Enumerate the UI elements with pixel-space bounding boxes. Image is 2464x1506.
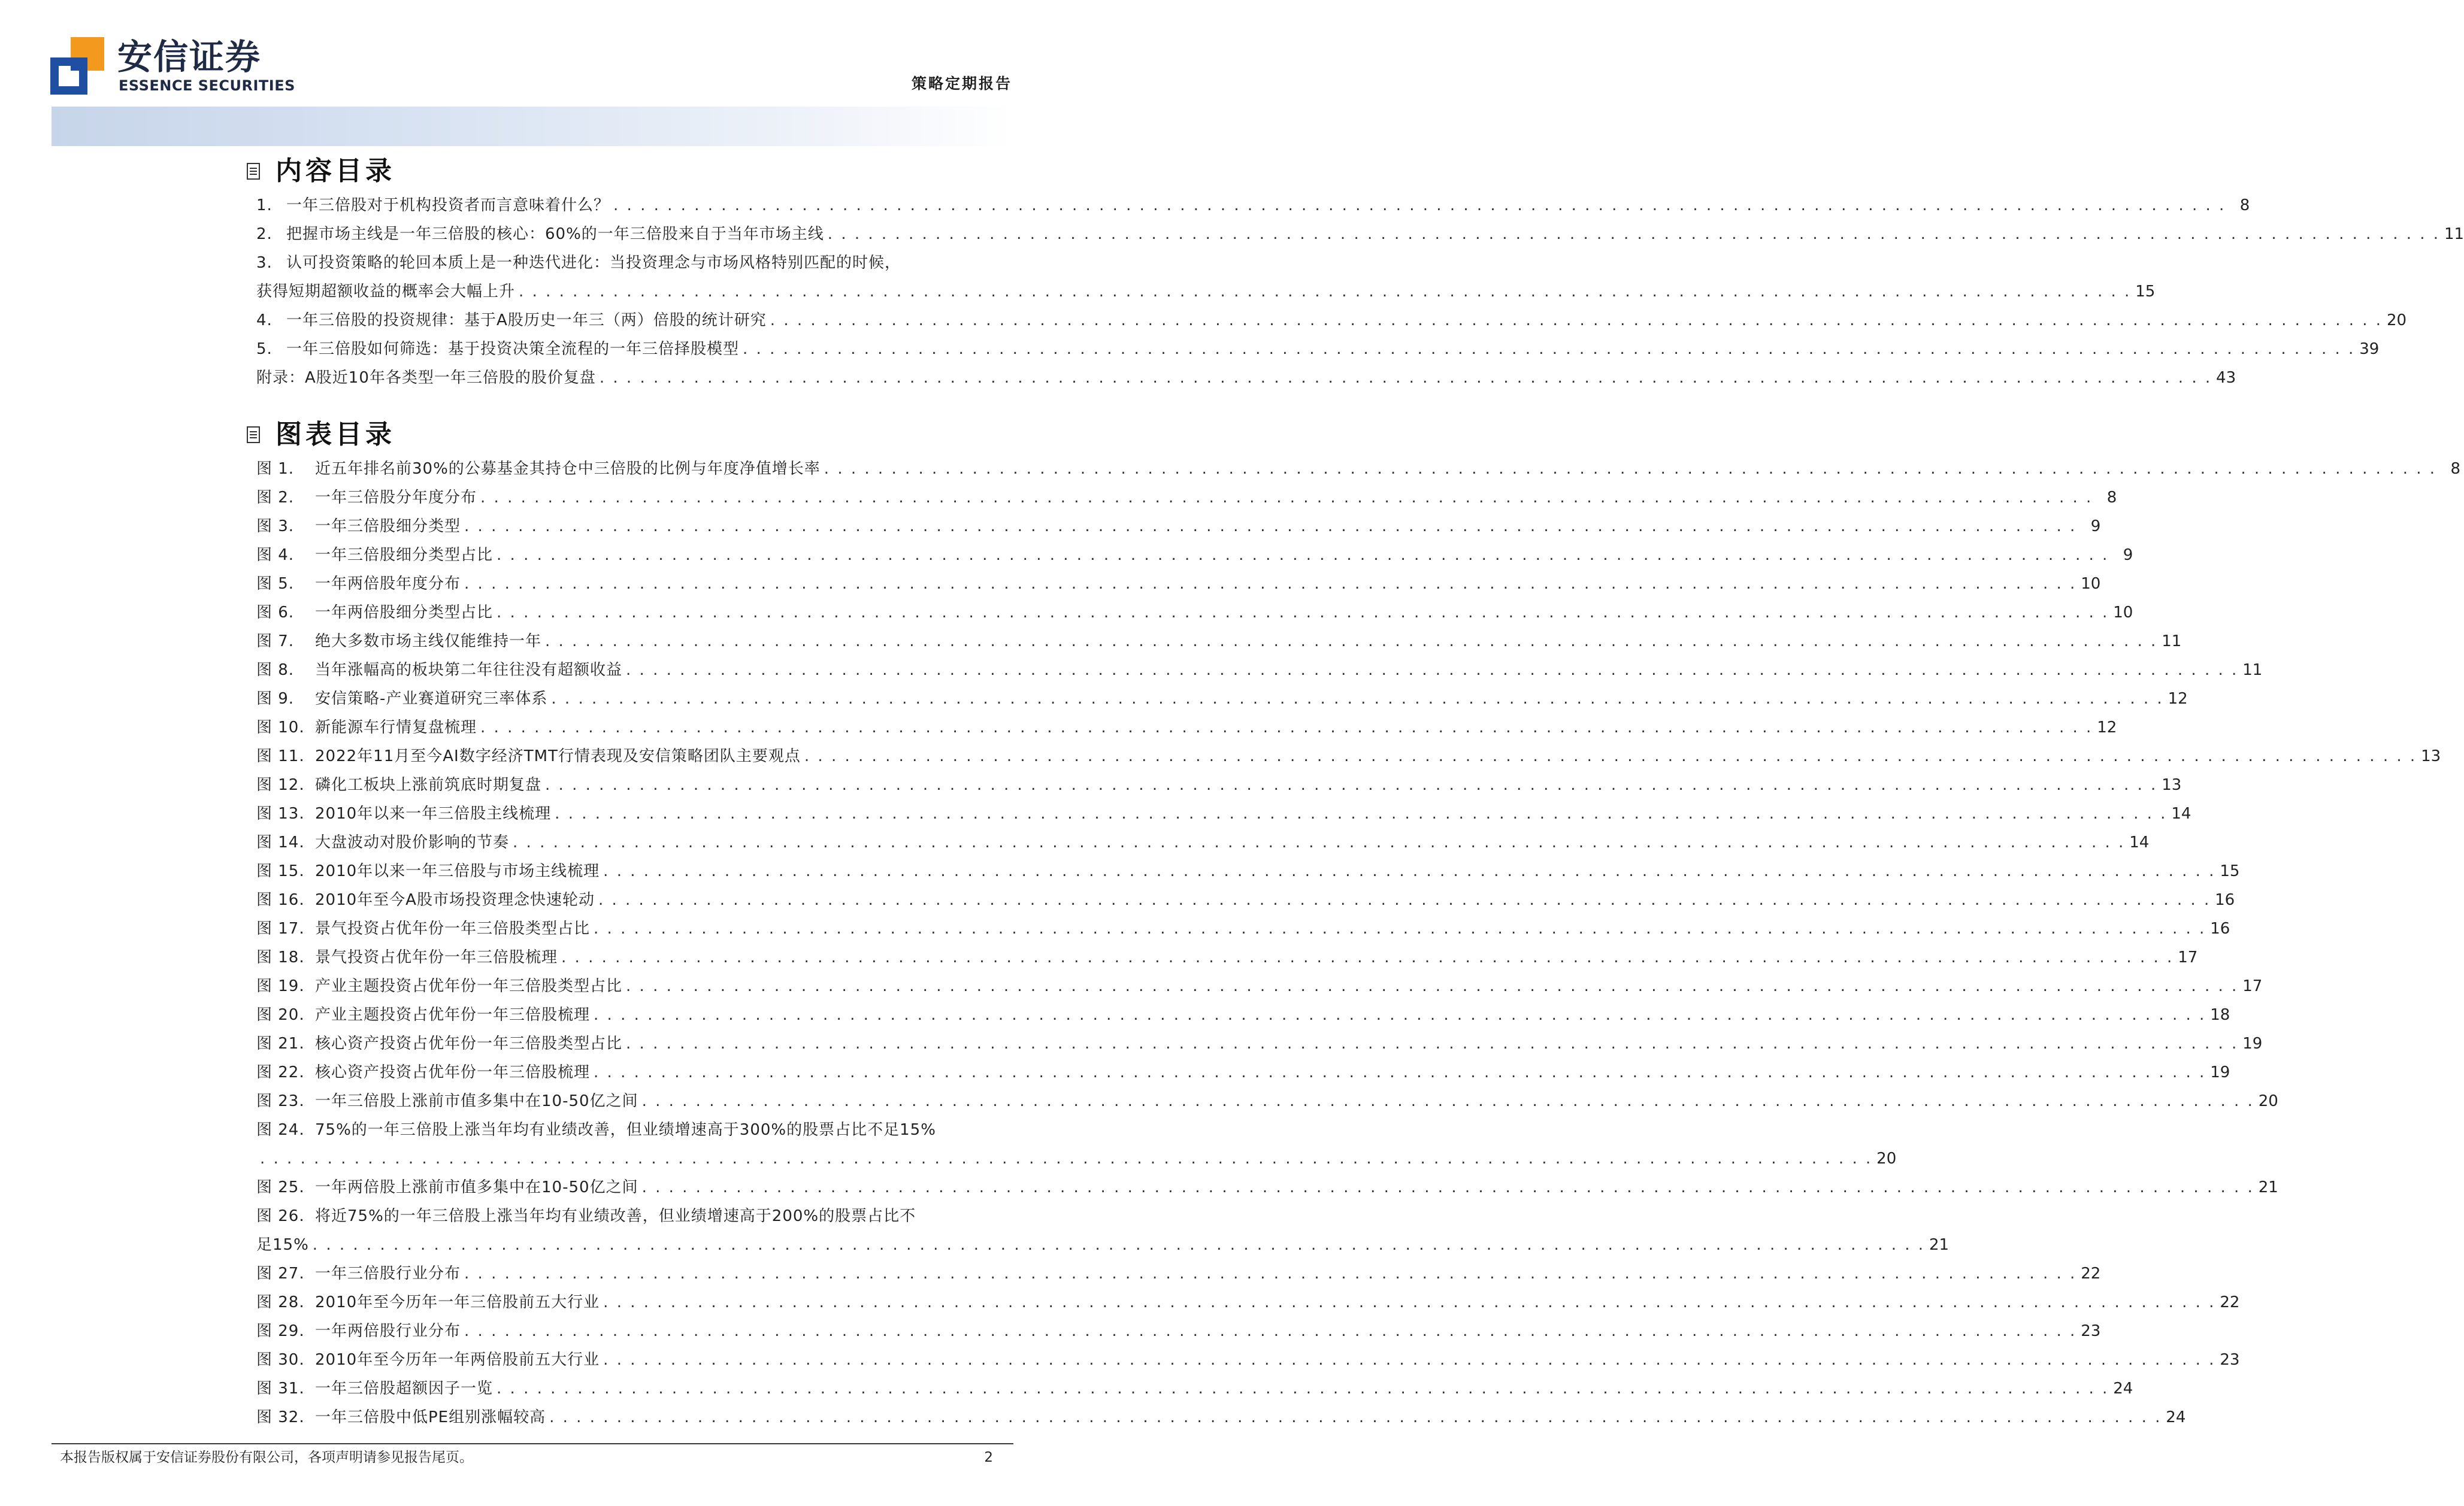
toc-leader-dots: . . . . . . . . . . . . . . . . . . . . . . . . . . . . . . . . . . . . . . . . . . . . . . . . . . . . . . . . . . . . . . . . . . . . . . . . . . . . . . . . . . . . . . . . . . . . . . . . . . . . . . . . . . . . . . . . . . . . . . . . [545,632,2158,650]
toc-entry[interactable] [256,623,2182,652]
toc-entry-text: 附录：A股近10年各类型一年三倍股的股价复盘 [256,369,596,387]
toc-entry-page: 11 [2242,661,2263,679]
toc-entry-page: 43 [2216,369,2236,387]
toc-entry-text: 一年两倍股上涨前市值多集中在10-50亿之间 [315,1178,638,1196]
toc-leader-dots: . . . . . . . . . . . . . . . . . . . . . . . . . . . . . . . . . . . . . . . . . . . . . . . . . . . . . . . . . . . . . . . . . . . . . . . . . . . . . . . . . . . . . . . . . . . . . . . . . . . . . . . . . . . . . . . . . . . . . . . . [594,1063,2206,1081]
toc-entry-page: 8 [2106,489,2117,507]
toc-entry-page: 23 [2081,1322,2101,1340]
toc-leader-dots: . . . . . . . . . . . . . . . . . . . . . . . . . . . . . . . . . . . . . . . . . . . . . . . . . . . . . . . . . . . . . . . . . . . . . . . . . . . . . . . . . . . . . . . . . . . . . . . . . . . . . . . . . . . . . . . . . . . . . . . . [464,1265,2077,1283]
toc-entry[interactable] [256,1169,2278,1198]
toc-entry-number: 图 19. [256,977,305,995]
toc-entry-number: 图 13. [256,805,305,823]
toc-entry-number: 图 18. [256,949,305,966]
toc-entry-number: 图 5. [256,575,295,593]
toc-entry-number: 图 17. [256,920,305,938]
contents-title [247,153,395,189]
toc-entry-number: 图 28. [256,1293,305,1311]
toc-entry-text: 2010年以来一年三倍股与市场主线梳理 [315,862,600,880]
toc-leader-dots: . . . . . . . . . . . . . . . . . . . . . . . . . . . . . . . . . . . . . . . . . . . . . . . . . . . . . . . . . . . . . . . . . . . . . . . . . . . . . . . . . . . . . . . . . . . . . . . . . . . . . . . . . . . . . . . . . . . . . . . . [312,1236,1926,1254]
toc-entry[interactable] [256,738,2441,766]
toc-entry-text: 产业主题投资占优年份一年三倍股类型占比 [315,977,623,995]
toc-entry-text: 一年三倍股对于机构投资者而言意味着什么？ [286,196,610,214]
toc-entry-text: 将近75%的一年三倍股上涨当年均有业绩改善，但业绩增速高于200%的股票占比不 [315,1207,916,1225]
toc-entry[interactable] [256,1111,1897,1169]
toc-entry-number: 图 1. [256,460,295,478]
toc-leader-dots: . . . . . . . . . . . . . . . . . . . . . . . . . . . . . . . . . . . . . . . . . . . . . . . . . . . . . . . . . . . . . . . . . . . . . . . . . . . . . . . . . . . . . . . . . . . . . . . . . . . . . . . . . . . . . . . . . . . . . . . . [480,719,2093,737]
toc-entry-page: 13 [2421,747,2441,765]
toc-entry-number: 图 2. [256,489,295,507]
toc-leader-dots: . . . . . . . . . . . . . . . . . . . . . . . . . . . . . . . . . . . . . . . . . . . . . . . . . . . . . . . . . . . . . . . . . . . . . . . . . . . . . . . . . . . . . . . . . . . . . . . . . . . . . . . . . . . . . . . . . . . . . . . . [599,369,2212,387]
toc-entry-number: 图 21. [256,1035,305,1053]
toc-entry-page: 20 [2258,1092,2278,1110]
toc-leader-dots: . . . . . . . . . . . . . . . . . . . . . . . . . . . . . . . . . . . . . . . . . . . . . . . . . . . . . . . . . . . . . . . . . . . . . . . . . . . . . . . . . . . . . . . . . . . . . . . . . . . . . . . . . . . . . . . . . . . . . . . . [603,1293,2216,1311]
toc-entry-text: 一年三倍股如何筛选：基于投资决策全流程的一年三倍择股模型 [286,340,740,358]
toc-entry-number: 图 4. [256,546,295,564]
toc-entry-text: 近五年排名前30%的公募基金其持仓中三倍股的比例与年度净值增长率 [315,460,821,478]
toc-entry[interactable] [256,331,2380,359]
toc-entry[interactable] [256,1025,2263,1054]
toc-leader-dots: . . . . . . . . . . . . . . . . . . . . . . . . . . . . . . . . . . . . . . . . . . . . . . . . . . . . . . . . . . . . . . . . . . . . . . . . . . . . . . . . . . . . . . . . . . . . . . . . . . . . . . . . . . . . . . . . . . . . . . . . [513,834,2126,852]
toc-leader-dots: . . . . . . . . . . . . . . . . . . . . . . . . . . . . . . . . . . . . . . . . . . . . . . . . . . . . . . . . . . . . . . . . . . . . . . . . . . . . . . . . . . . . . . . . . . . . . . . . . . . . . . . . . . . . . . . . . . . . . . . . [545,776,2158,794]
toc-leader-dots: . . . . . . . . . . . . . . . . . . . . . . . . . . . . . . . . . . . . . . . . . . . . . . . . . . . . . . . . . . . . . . . . . . . . . . . . . . . . . . . . . . . . . . . . . . . . . . . . . . . . . . . . . . . . . . . . . . . . . . . . [561,949,2174,966]
toc-entry-text: 一年三倍股上涨前市值多集中在10-50亿之间 [315,1092,638,1110]
toc-entry-page: 17 [2178,949,2198,966]
toc-entry[interactable] [256,652,2263,680]
toc-entry[interactable] [256,537,2133,565]
contents-title-text: 内容目录 [276,156,395,186]
toc-leader-dots: . . . . . . . . . . . . . . . . . . . . . . . . . . . . . . . . . . . . . . . . . . . . . . . . . . . . . . . . . . . . . . . . . . . . . . . . . . . . . . . . . . . . . . . . . . . . . . . . . . . . . . . . . . . . . . . . . . . . . . . . [626,1035,2239,1053]
toc-entry-page: 11 [2444,225,2464,243]
toc-entry-page: 24 [2113,1380,2133,1398]
toc-entry-text: 一年三倍股超额因子一览 [315,1380,494,1398]
essence-logo-icon [50,37,104,95]
toc-entry-text: 一年两倍股年度分布 [315,575,461,593]
toc-leader-dots: . . . . . . . . . . . . . . . . . . . . . . . . . . . . . . . . . . . . . . . . . . . . . . . . . . . . . . . . . . . . . . . . . . . . . . . . . . . . . . . . . . . . . . . . . . . . . . . . . . . . . . . . . . . . . . . . . . . . . . . . [827,225,2441,243]
toc-leader-dots: . . . . . . . . . . . . . . . . . . . . . . . . . . . . . . . . . . . . . . . . . . . . . . . . . . . . . . . . . . . . . . . . . . . . . . . . . . . . . . . . . . . . . . . . . . . . . . . . . . . . . . . . . . . . . . . . . . . . . . . . [519,283,2132,301]
toc-entry-page: 11 [2162,632,2182,650]
toc-entry-text: 核心资产投资占优年份一年三倍股类型占比 [315,1035,623,1053]
document-icon [247,163,260,180]
toc-leader-dots: . . . . . . . . . . . . . . . . . . . . . . . . . . . . . . . . . . . . . . . . . . . . . . . . . . . . . . . . . . . . . . . . . . . . . . . . . . . . . . . . . . . . . . . . . . . . . . . . . . . . . . . . . . . . . . . . . . . . . . . . [743,340,2356,358]
toc-entry-text: 一年三倍股中低PE组别涨幅较高 [315,1408,546,1426]
toc-entry-text: 一年三倍股行业分布 [315,1265,461,1283]
toc-entry-text: 核心资产投资占优年份一年三倍股梳理 [315,1063,591,1081]
toc-leader-dots: . . . . . . . . . . . . . . . . . . . . . . . . . . . . . . . . . . . . . . . . . . . . . . . . . . . . . . . . . . . . . . . . . . . . . . . . . . . . . . . . . . . . . . . . . . . . . . . . . . . . . . . . . . . . . . . . . . . . . . . . [824,460,2437,478]
toc-entry-page: 10 [2113,604,2133,622]
toc-leader-dots: . . . . . . . . . . . . . . . . . . . . . . . . . . . . . . . . . . . . . . . . . . . . . . . . . . . . . . . . . . . . . . . . . . . . . . . . . . . . . . . . . . . . . . . . . . . . . . . . . . . . . . . . . . . . . . . . . . . . . . . . [626,977,2239,995]
toc-entry[interactable] [256,1083,2278,1111]
toc-entry-text: 一年两倍股细分类型占比 [315,604,494,622]
toc-leader-dots: . . . . . . . . . . . . . . . . . . . . . . . . . . . . . . . . . . . . . . . . . . . . . . . . . . . . . . . . . . . . . . . . . . . . . . . . . . . . . . . . . . . . . . . . . . . . . . . . . . . . . . . . . . . . . . . . . . . . . . . . [603,1351,2216,1369]
toc-entry-page: 14 [2129,834,2150,852]
toc-entry-page: 19 [2210,1063,2230,1081]
toc-leader-dots: . . . . . . . . . . . . . . . . . . . . . . . . . . . . . . . . . . . . . . . . . . . . . . . . . . . . . . . . . . . . . . . . . . . . . . . . . . . . . . . . . . . . . . . . . . . . . . . . . . . . . . . . . . . . . . . . . . . . . . . . [641,1178,2254,1196]
toc-entry-number: 图 11. [256,747,305,765]
toc-leader-dots: . . . . . . . . . . . . . . . . . . . . . . . . . . . . . . . . . . . . . . . . . . . . . . . . . . . . . . . . . . . . . . . . . . . . . . . . . . . . . . . . . . . . . . . . . . . . . . . . . . . . . . . . . . . . . . . . . . . . . . . . [497,1380,2109,1398]
toc-entry[interactable] [256,216,2464,244]
toc-entry-page: 12 [2168,690,2188,708]
toc-entry-page: 12 [2097,719,2117,737]
toc-entry[interactable] [256,1054,2230,1083]
toc-entry-number: 图 8. [256,661,295,679]
toc-entry-number: 图 30. [256,1351,305,1369]
toc-entry-text: 一年两倍股行业分布 [315,1322,461,1340]
toc-leader-dots: . . . . . . . . . . . . . . . . . . . . . . . . . . . . . . . . . . . . . . . . . . . . . . . . . . . . . . . . . . . . . . . . . . . . . . . . . . . . . . . . . . . . . . . . . . . . . . . . . . . . . . . . . . . . . . . . . . . . . . . . [603,862,2216,880]
toc-entry-number: 1. [256,196,273,214]
toc-entry[interactable] [256,968,2263,996]
toc-entry-page: 21 [1929,1236,1950,1254]
figures-title-text: 图表目录 [276,419,395,450]
toc-entry[interactable] [256,565,2101,594]
toc-entry-text: 磷化工板块上涨前筑底时期复盘 [315,776,542,794]
toc-entry-page: 9 [2090,517,2101,535]
toc-entry-page: 13 [2162,776,2182,794]
toc-leader-dots: . . . . . . . . . . . . . . . . . . . . . . . . . . . . . . . . . . . . . . . . . . . . . . . . . . . . . . . . . . . . . . . . . . . . . . . . . . . . . . . . . . . . . . . . . . . . . . . . . . . . . . . . . . . . . . . . . . . . . . . . [594,920,2206,938]
toc-entry-page: 14 [2171,805,2191,823]
toc-entry-number: 图 22. [256,1063,305,1081]
toc-entry[interactable] [256,302,2407,331]
toc-entry-number: 图 16. [256,891,305,909]
report-type-label: 策略定期报告 [911,75,1012,92]
toc-entry-page: 19 [2242,1035,2263,1053]
toc-entry[interactable] [256,1341,2240,1370]
toc-leader-dots: . . . . . . . . . . . . . . . . . . . . . . . . . . . . . . . . . . . . . . . . . . . . . . . . . . . . . . . . . . . . . . . . . . . . . . . . . . . . . . . . . . . . . . . . . . . . . . . . . . . . . . . . . . . . . . . . . . . . . . . . [551,690,2164,708]
toc-entry[interactable] [256,508,2101,537]
toc-entry[interactable] [256,244,2156,302]
toc-entry-text: 景气投资占优年份一年三倍股类型占比 [315,920,591,938]
toc-entry-number: 图 27. [256,1265,305,1283]
toc-entry-page: 9 [2123,546,2133,564]
toc-entry-text: 安信策略-产业赛道研究三率体系 [315,690,548,708]
footer-divider [52,1443,1013,1444]
toc-entry[interactable] [256,795,2191,824]
toc-entry-number: 图 15. [256,862,305,880]
toc-entry[interactable] [256,359,2236,388]
toc-leader-dots: . . . . . . . . . . . . . . . . . . . . . . . . . . . . . . . . . . . . . . . . . . . . . . . . . . . . . . . . . . . . . . . . . . . . . . . . . . . . . . . . . . . . . . . . . . . . . . . . . . . . . . . . . . . . . . . . . . . . . . . . [497,604,2109,622]
footer-page-number: 2 [984,1450,993,1465]
toc-entry-number: 3. [256,254,273,272]
toc-entry-number: 图 14. [256,834,305,852]
toc-entry[interactable] [256,1399,2186,1428]
toc-entry-page: 15 [2220,862,2240,880]
toc-entry-text: 绝大多数市场主线仅能维持一年 [315,632,542,650]
toc-leader-dots: . . . . . . . . . . . . . . . . . . . . . . . . . . . . . . . . . . . . . . . . . . . . . . . . . . . . . . . . . . . . . . . . . . . . . . . . . . . . . . . . . . . . . . . . . . . . . . . . . . . . . . . . . . . . . . . . . . . . . . . . [260,1150,1873,1168]
toc-entry[interactable] [256,709,2117,738]
toc-leader-dots: . . . . . . . . . . . . . . . . . . . . . . . . . . . . . . . . . . . . . . . . . . . . . . . . . . . . . . . . . . . . . . . . . . . . . . . . . . . . . . . . . . . . . . . . . . . . . . . . . . . . . . . . . . . . . . . . . . . . . . . . [804,747,2417,765]
footer-disclaimer: 本报告版权属于安信证券股份有限公司，各项声明请参见报告尾页。 [60,1450,473,1465]
toc-entry-text: 2010年至今历年一年两倍股前五大行业 [315,1351,600,1369]
toc-entry-text: 产业主题投资占优年份一年三倍股梳理 [315,1006,591,1024]
logo-english-name: ESSENCE SECURITIES [119,77,295,94]
toc-entry-page: 24 [2166,1408,2186,1426]
toc-entry-number: 图 31. [256,1380,305,1398]
toc-entry-text: 2010年至今历年一年三倍股前五大行业 [315,1293,600,1311]
toc-entry-number: 图 20. [256,1006,305,1024]
toc-leader-dots: . . . . . . . . . . . . . . . . . . . . . . . . . . . . . . . . . . . . . . . . . . . . . . . . . . . . . . . . . . . . . . . . . . . . . . . . . . . . . . . . . . . . . . . . . . . . . . . . . . . . . . . . . . . . . . . . . . . . . . . . [598,891,2211,909]
toc-leader-dots: . . . . . . . . . . . . . . . . . . . . . . . . . . . . . . . . . . . . . . . . . . . . . . . . . . . . . . . . . . . . . . . . . . . . . . . . . . . . . . . . . . . . . . . . . . . . . . . . . . . . . . . . . . . . . . . . . . . . . . . . [549,1408,2162,1426]
toc-entry[interactable] [256,450,2461,479]
toc-entry-number: 图 12. [256,776,305,794]
toc-leader-dots: . . . . . . . . . . . . . . . . . . . . . . . . . . . . . . . . . . . . . . . . . . . . . . . . . . . . . . . . . . . . . . . . . . . . . . . . . . . . . . . . . . . . . . . . . . . . . . . . . . . . . . . . . . . . . . . . . . . . . . . . [641,1092,2254,1110]
toc-entry-number: 5. [256,340,273,358]
toc-entry[interactable] [256,680,2188,709]
toc-entry[interactable] [256,939,2198,968]
toc-entry[interactable] [256,1198,1950,1255]
toc-entry-page: 39 [2359,340,2380,358]
toc-entry[interactable] [256,824,2150,853]
toc-leader-dots: . . . . . . . . . . . . . . . . . . . . . . . . . . . . . . . . . . . . . . . . . . . . . . . . . . . . . . . . . . . . . . . . . . . . . . . . . . . . . . . . . . . . . . . . . . . . . . . . . . . . . . . . . . . . . . . . . . . . . . . . [464,517,2077,535]
toc-entry-text: 2010年以来一年三倍股主线梳理 [315,805,552,823]
toc-entry[interactable] [256,1370,2133,1399]
toc-entry-number: 图 24. [256,1121,305,1139]
toc-entry-number: 图 23. [256,1092,305,1110]
toc-entry-text: 大盘波动对股价影响的节奏 [315,834,510,852]
toc-leader-dots: . . . . . . . . . . . . . . . . . . . . . . . . . . . . . . . . . . . . . . . . . . . . . . . . . . . . . . . . . . . . . . . . . . . . . . . . . . . . . . . . . . . . . . . . . . . . . . . . . . . . . . . . . . . . . . . . . . . . . . . . [770,311,2383,329]
toc-entry-text: 一年三倍股的投资规律：基于A股历史一年三（两）倍股的统计研究 [286,311,767,329]
toc-entry-number: 图 29. [256,1322,305,1340]
toc-entry-page: 16 [2215,891,2235,909]
toc-entry-number: 图 32. [256,1408,305,1426]
toc-entry[interactable] [256,766,2182,795]
toc-entry[interactable] [256,881,2235,910]
logo-chinese-name: 安信证券 [117,37,262,77]
toc-entry-page: 10 [2081,575,2101,593]
toc-entry-text: 2010年至今A股市场投资理念快速轮动 [315,891,595,909]
toc-entry-page: 21 [2258,1178,2278,1196]
toc-leader-dots: . . . . . . . . . . . . . . . . . . . . . . . . . . . . . . . . . . . . . . . . . . . . . . . . . . . . . . . . . . . . . . . . . . . . . . . . . . . . . . . . . . . . . . . . . . . . . . . . . . . . . . . . . . . . . . . . . . . . . . . . [613,196,2226,214]
toc-entry-number: 图 7. [256,632,295,650]
figures-list [256,450,2461,1428]
toc-leader-dots: . . . . . . . . . . . . . . . . . . . . . . . . . . . . . . . . . . . . . . . . . . . . . . . . . . . . . . . . . . . . . . . . . . . . . . . . . . . . . . . . . . . . . . . . . . . . . . . . . . . . . . . . . . . . . . . . . . . . . . . . [594,1006,2206,1024]
toc-entry-page: 22 [2220,1293,2240,1311]
header-band [52,107,1013,146]
figures-title [247,417,395,453]
toc-entry-text: 75%的一年三倍股上涨当年均有业绩改善，但业绩增速高于300%的股票占比不足15% [315,1121,936,1139]
toc-entry-page: 16 [2210,920,2230,938]
document-icon [247,426,260,443]
toc-entry-page: 22 [2081,1265,2101,1283]
toc-leader-dots: . . . . . . . . . . . . . . . . . . . . . . . . . . . . . . . . . . . . . . . . . . . . . . . . . . . . . . . . . . . . . . . . . . . . . . . . . . . . . . . . . . . . . . . . . . . . . . . . . . . . . . . . . . . . . . . . . . . . . . . . [480,489,2093,507]
toc-entry-number: 图 25. [256,1178,305,1196]
toc-entry[interactable] [256,910,2230,939]
toc-entry-text-continued: 足15% [256,1236,309,1254]
toc-entry-text: 把握市场主线是一年三倍股的核心：60%的一年三倍股来自于当年市场主线 [286,225,824,243]
contents-list [256,187,2464,388]
toc-entry-text: 景气投资占优年份一年三倍股梳理 [315,949,558,966]
toc-entry-number: 图 6. [256,604,295,622]
toc-entry[interactable] [256,1313,2101,1341]
toc-entry[interactable] [256,996,2230,1025]
toc-entry-number: 图 10. [256,719,305,737]
toc-entry-text: 一年三倍股细分类型 [315,517,461,535]
toc-entry-page: 20 [2386,311,2407,329]
toc-entry-text: 一年三倍股细分类型占比 [315,546,494,564]
toc-leader-dots: . . . . . . . . . . . . . . . . . . . . . . . . . . . . . . . . . . . . . . . . . . . . . . . . . . . . . . . . . . . . . . . . . . . . . . . . . . . . . . . . . . . . . . . . . . . . . . . . . . . . . . . . . . . . . . . . . . . . . . . . [464,1322,2077,1340]
page-header [0,0,1065,147]
toc-entry-text: 一年三倍股分年度分布 [315,489,477,507]
toc-entry-number: 2. [256,225,273,243]
toc-entry-text: 新能源车行情复盘梳理 [315,719,477,737]
toc-entry-page: 8 [2450,460,2461,478]
toc-leader-dots: . . . . . . . . . . . . . . . . . . . . . . . . . . . . . . . . . . . . . . . . . . . . . . . . . . . . . . . . . . . . . . . . . . . . . . . . . . . . . . . . . . . . . . . . . . . . . . . . . . . . . . . . . . . . . . . . . . . . . . . . [497,546,2109,564]
toc-entry-text: 认可投资策略的轮回本质上是一种迭代进化：当投资理念与市场风格特别匹配的时候， [286,254,901,272]
toc-entry-number: 图 26. [256,1207,305,1225]
toc-entry-page: 8 [2239,196,2250,214]
toc-leader-dots: . . . . . . . . . . . . . . . . . . . . . . . . . . . . . . . . . . . . . . . . . . . . . . . . . . . . . . . . . . . . . . . . . . . . . . . . . . . . . . . . . . . . . . . . . . . . . . . . . . . . . . . . . . . . . . . . . . . . . . . . [626,661,2239,679]
toc-entry-page: 15 [2135,283,2156,301]
toc-entry[interactable] [256,853,2240,881]
toc-entry-text: 2022年11月至今AI数字经济TMT行情表现及安信策略团队主要观点 [315,747,801,765]
toc-entry-number: 4. [256,311,273,329]
toc-entry-text-continued: 获得短期超额收益的概率会大幅上升 [256,283,516,301]
toc-entry-page: 17 [2242,977,2263,995]
toc-leader-dots: . . . . . . . . . . . . . . . . . . . . . . . . . . . . . . . . . . . . . . . . . . . . . . . . . . . . . . . . . . . . . . . . . . . . . . . . . . . . . . . . . . . . . . . . . . . . . . . . . . . . . . . . . . . . . . . . . . . . . . . . [464,575,2077,593]
toc-entry[interactable] [256,594,2133,623]
toc-entry-page: 18 [2210,1006,2230,1024]
toc-entry-number: 图 3. [256,517,295,535]
toc-entry[interactable] [256,187,2250,216]
toc-entry-page: 20 [1876,1150,1897,1168]
toc-entry-text: 当年涨幅高的板块第二年往往没有超额收益 [315,661,623,679]
toc-entry[interactable] [256,479,2117,508]
toc-leader-dots: . . . . . . . . . . . . . . . . . . . . . . . . . . . . . . . . . . . . . . . . . . . . . . . . . . . . . . . . . . . . . . . . . . . . . . . . . . . . . . . . . . . . . . . . . . . . . . . . . . . . . . . . . . . . . . . . . . . . . . . . [555,805,2168,823]
toc-entry[interactable] [256,1284,2240,1313]
toc-entry-number: 图 9. [256,690,295,708]
toc-entry-page: 23 [2220,1351,2240,1369]
toc-entry[interactable] [256,1255,2101,1284]
